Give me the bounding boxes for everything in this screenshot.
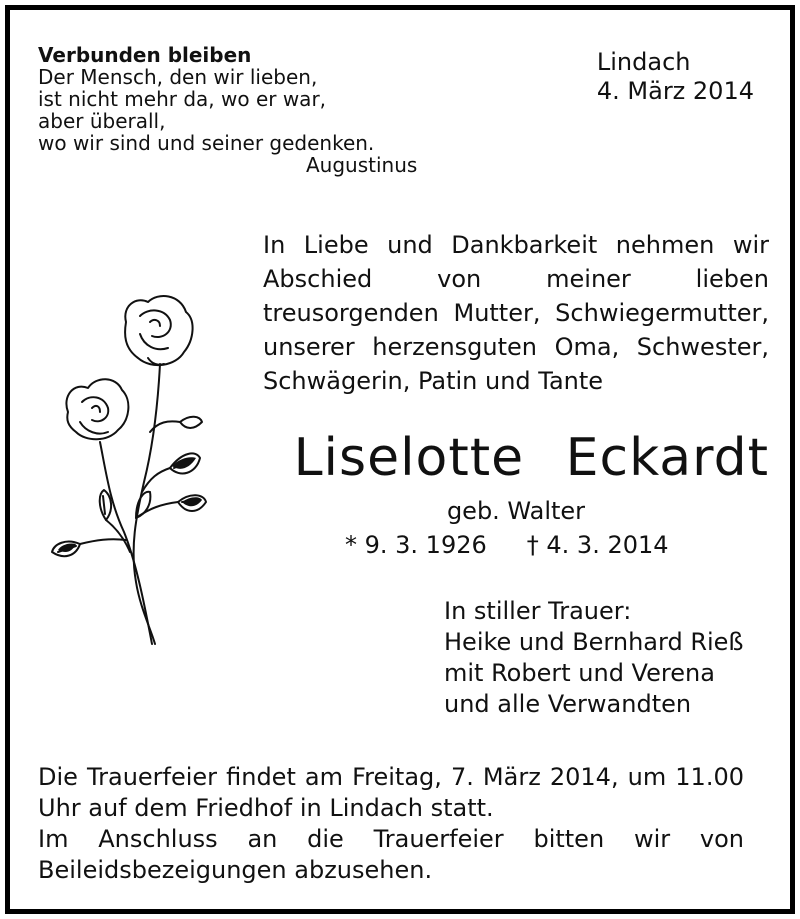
obituary-notice — [5, 5, 795, 914]
birth-date: * 9. 3. 1926 — [345, 531, 487, 559]
poem-line: wo wir sind und seiner gedenken. — [38, 131, 375, 155]
condolence-note: Im Anschluss an die Trauerfeier bitten wir von Beileidsbezeigungen abzusehen. — [38, 825, 744, 884]
poem-line: aber überall, — [38, 109, 166, 133]
poem-line: ist nicht mehr da, wo er war, — [38, 87, 327, 111]
poem-title: Verbunden bleiben — [38, 43, 252, 67]
rose-icon — [40, 282, 210, 652]
mourners-block — [444, 596, 744, 720]
born-name: geb. Walter — [446, 497, 586, 525]
poem-author: Augustinus — [306, 153, 418, 177]
mourner-line: und alle Verwandten — [444, 690, 692, 718]
deceased-name: Liselotte Eckardt — [293, 428, 769, 488]
death-date: † 4. 3. 2014 — [526, 531, 669, 559]
mourner-line: Heike und Bernhard Rieß — [444, 628, 744, 656]
service-time-text: Die Trauerfeier findet am Freitag, 7. März 2014, um 11.00 Uhr auf dem Friedhof in Lindach statt. — [38, 763, 744, 822]
place-text: Lindach — [596, 48, 691, 76]
poem-line: Der Mensch, den wir lieben, — [38, 65, 318, 89]
poem-block — [38, 44, 417, 176]
mourners-heading: In stiller Trauer: — [444, 597, 632, 625]
life-dates — [345, 530, 669, 560]
intro-text: In Liebe und Dankbarkeit nehmen wir Abschied von meiner lieben treusorgenden Mutter, Schwiegermutter, unserer herzensguten Oma, Schwester, Schwägerin, Patin und Tante — [263, 231, 769, 395]
place-date-block — [597, 48, 754, 106]
mourner-line: mit Robert und Verena — [444, 659, 715, 687]
service-info — [38, 762, 744, 886]
date-text: 4. März 2014 — [596, 77, 754, 105]
